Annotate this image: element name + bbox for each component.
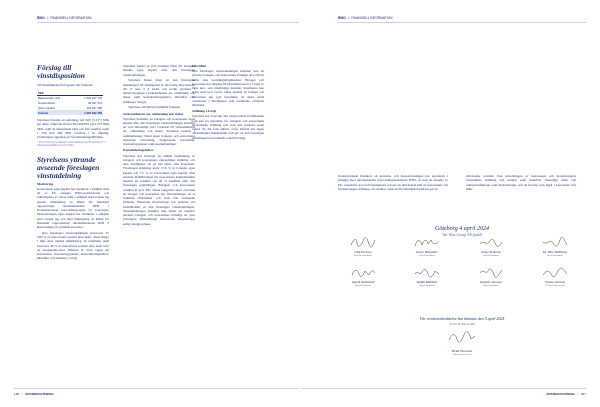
auditor-role: Auktoriserad revisor [452,352,472,356]
col2-para3: Styrelsen vill därvid framhålla följande. [128,105,181,110]
signatory: Viveka Jansson VD och koncernchef [530,266,580,287]
motivering-text-2: Den föreslagna vinstutdelningen motsvarar 47 (30) % av koncernens resultat efter skatt, vilket ligger i linje med uttalad målsättning att utdelning skall motsvara 40 % av koncernens resultat efter skatt över en konjunkturcykel. Hänsyn är även tagen till koncernens investeringsplaner, konsolideringsbehov, likviditet och ställning i övrigt. [37,230,109,261]
left-page-number: 186 [14,392,20,396]
signature-scribble [349,236,377,249]
right-header-badge: RWO [338,16,346,20]
dividend-proposal-text: Styrelsen föreslår att utdelning om 3,00 (5,25*) SEK per aktie, vilket motsvarar 964 406 001 (412 253 850) SEK, samt att återstående vinst och fritt resultat, totalt 1 709 622 439 SEK överförs i ny räkning. Utdelningen uppdelas på två utbetalningstillfällen. [37,118,109,140]
subheading-likviditet: Likviditet [192,64,207,68]
signatory: Ralph Möldtud Styrelseledamot [402,266,452,287]
signature-scribble [541,236,569,249]
signature-scribble [349,266,377,279]
place-date: Göteborg 4 april 2024 [435,226,489,232]
profit-table [37,90,103,115]
signature-row-1 [338,236,586,266]
audit-statement: Vår revisionsberättelse har lämnats den 5 april 2024 [419,316,505,321]
right-header: RWO // FINANSIELL INFORMATION [338,16,393,20]
left-header [37,16,91,20]
audit-firm: Ernst & Young AB [449,321,475,326]
signature-scribble [477,236,505,249]
table-row: Balanserade vinst 1 826 347 742 [38,96,102,101]
right-intro-left: Undertecknade försäkrar att koncern- och årsredovisningen har upprättats i enlighet med internationella redovisningsstandarder IFRS, så som de antagits av EU, respektive god redovisningssed och ger en rättvisande bild av koncernens och moderbolagets ställning och resultat, samt att förvaltningsberättelsen ger en [338,174,448,191]
audit-block [338,316,586,356]
signatory: Jenny Eriksson Styrelseledamot [466,236,516,257]
signatory: Karin Bellander Styrelseledamot [402,236,452,257]
signatory: Isabelle Jansson Styrelseledamot [466,266,516,287]
left-header-section: FINANSIELL INFORMATION [50,16,92,20]
signature-scribble [413,236,441,249]
table-row: Överkursfond 48 937 472 [38,101,102,106]
subheading-konsolideringsbehov: Konsolideringsbehov [123,148,154,153]
heading-vinstdisposition: Förslag till vinstdisposition [37,63,85,80]
table-row: Årets resultat 119 337 435 [38,105,102,110]
motivering-text: Koncernens egna kapital har beräknats i enlighet med de av EU antagna IFRS-standarderna och tolkningarna av dessa samt i enlighet med svensk lag genom tillämpning av Rådet för finansiell rapporterings rekommendation RFR 1 Kompletterande redovisningsregler för koncerner. Moderbolagets egna kapital har beräknats i enlighet med svensk lag och med tillämpning av Rådet för finansiell rapporterings rekommendation RFR 2 Redovisning för juridiska personer. [37,186,109,230]
auditor-signature-scribble [446,330,478,344]
col3-para2: Styrelsen har övervägt alla övriga kända förhållanden som kan ha betydelse för bolagets och koncernens ekonomiska ställning och som inte beaktats inom ramen för det som anförts ovan. Därvid har ingen omständighet framkommit som gör att den föreslagna utdelningen inte framstår som försvarlig. [192,114,264,140]
auditor-name: Heidi Svensson [451,348,473,353]
signature-scribble [413,266,441,279]
left-footer-rule [14,388,299,389]
col2-para4: Styrelsen bedömer att bolagets och koncernens egna kapital efter den föreslagna vinstutdelningen kommer att vara tillräckligt stort i relation till verksamhetens art, omfattning och risker. Styrelsen beaktar i sammanhanget bland annat bolagets och koncernens historiska utveckling, budgeterade utveckling, investeringsplaner samt konjunkturläget. [123,116,195,147]
signatory: Ingrid Nisbelund Styrelseledamot [338,266,388,287]
table-total-row: Summa 1 994 622 469 [38,110,102,115]
left-col3 [192,64,264,141]
col2-para5: Styrelsen har företagit en allmän bedömning av bolagets och koncernens ekonomiska ställning och dess möjligheter att på sikt infria sina åtaganden. Föreslagen utdelning utgör 17,6 % av bolagets egna kapital och 7,5 % av koncernens egna kapital. Den uttalade målsättningen för koncernens kapitalstruktur innebär en soliditet om 40 % behållits efter den föreslagna utdelningen. Bolagets och koncernens soliditet är god. Mot denna bakgrund anser styrelsen att bolaget och koncernen har förutsättningar att ta framtida affärsrisker och även tåla eventuella förluster. Planerade investeringar har beaktats vid fastställandet av den föreslagna vinstutdelningen. Vinstutdelningen kommer inte heller att negativt påverka bolagets och koncernens förmåga att göra ytterligare affärsmässigt motiverade investeringar enligt antagna planer. [123,153,195,226]
col2-para2: Styrelsen finner även att den föreslagna utdelningen till aktieägarna är försvarlig med hänsyn till 17 kap 3 § andra och tredje styckena i aktiebolagslagen (verksamhetens art, omfattning och risker samt konsolideringsbehov, likviditet och ställning i övrigt). [123,78,195,104]
right-header-section: FINANSIELL INFORMATION [351,16,393,20]
left-header-rule [37,22,299,23]
heading-styrelsens-yttrande: Styrelsens yttrande avseende föreslagen vinstutdelning [37,154,100,180]
left-footer: 186 // ÅRSREDOVISNING [14,392,54,396]
right-footer-rule [302,388,586,389]
left-footer-title: ÅRSREDOVISNING [25,392,54,396]
right-intro-right: rättvisande översikt över utvecklingen av koncernens och moderbolagets verksamhet, ställning och resultat samt beskriver väsentliga risker och osäkerhetsfaktorer som moderbolaget och de företag som ingår i koncernen står inför. [466,174,576,191]
signature-scribble [541,266,569,279]
signatory: Olof Persson Styrelseordförande [338,236,388,257]
subheading-motivering: Motivering [37,181,54,186]
footnote: * Före justering för aktiesplit (SAS-Jakobsson) (Föregående år: 5 utbetalningstillfällen om 0,75 SEK) [37,141,106,148]
left-col1 [37,64,109,262]
left-header-separator: // [46,16,49,20]
left-header-badge: RWO [37,16,45,20]
left-col2 [123,64,195,227]
col3-para1: Den föreslagna vinstutdelningen kommer inte att påverka bolagets och koncernens förmåga att i rätt tid infria sina betalningsförpliktelser. Bolaget och koncernen har tillgång till likviditetsreserver i form av både kort- och långfristiga krediter. Krediterna kan lyftas med kort varsel, vilket innebär att bolaget och koncernen har god beredskap att klara såväl variationer i likviditeten som eventuella oväntade händelser. [192,69,264,108]
right-footer-title: ÅRSREDOVISNING [546,392,575,396]
signatory: M. Jöhn Wahlberg Styrelseledamot [530,236,580,257]
subheading-stallning: Ställning i övrigt [192,109,217,114]
right-footer: ÅRSREDOVISNING // 187 [546,392,586,396]
intro-text: Till årsstämmans förfogande står följande: [37,83,93,87]
right-page-number: 187 [580,392,586,396]
profit-table-header: SEK [37,90,73,95]
subheading-verksamhetens-art: Verksamhetens art, omfattning och risker [123,111,184,116]
right-header-rule [338,22,586,23]
col2-para1: Styrelsen funnit att full täckning finns för bolagets bundna egna kapital efter den föreslagna vinstutdelningen. [123,64,195,77]
company-name: Ten West Group AB (publ) [442,233,482,237]
signature-row-2 [338,266,586,296]
signature-scribble [477,266,505,279]
